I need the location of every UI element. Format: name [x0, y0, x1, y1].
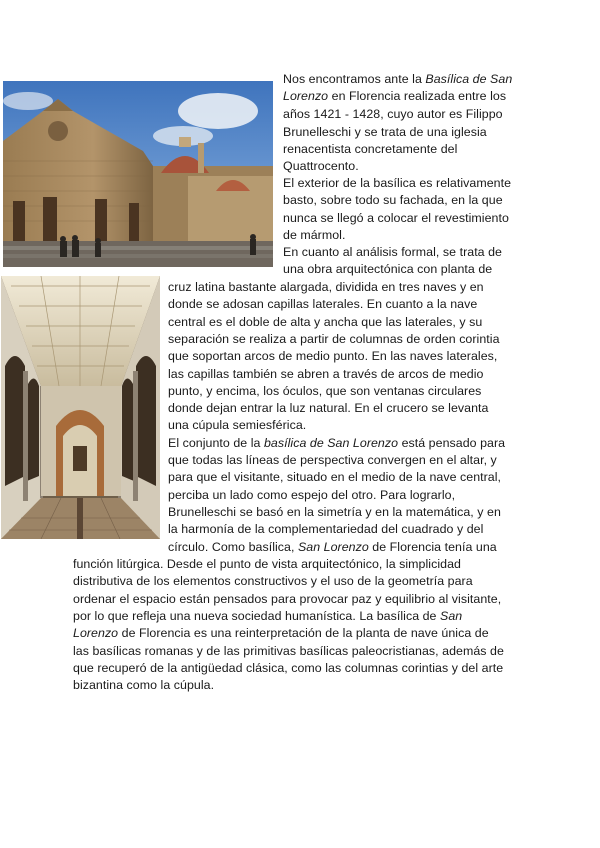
- text-run-italic: basílica de San Lorenzo: [263, 436, 399, 450]
- text-line: renacentista concretamente del: [283, 142, 458, 156]
- text-run-italic: Basílica de San: [425, 72, 513, 86]
- basilica-interior-photo: [1, 276, 160, 539]
- text-line: perciba un lado como espejo del otro. Para lograrlo,: [168, 488, 456, 502]
- text-line: cruz latina bastante alargada, dividida en tres naves y en: [168, 280, 484, 294]
- text-line: En cuanto al análisis formal, se trata de: [283, 245, 503, 259]
- basilica-interior-icon: [1, 276, 160, 539]
- text-line: [283, 88, 506, 105]
- text-line: que soportan arcos de medio punto. En las naves laterales,: [168, 349, 498, 363]
- text-line: punto, y encima, los óculos, que son ventanas circulares: [168, 384, 482, 398]
- text-run: está pensado para: [398, 436, 506, 450]
- text-line: [168, 435, 505, 452]
- text-line: Brunelleschi y se trata de una iglesia: [283, 125, 487, 139]
- text-line: ordenar el espacio están pensados para provocar paz y equilibrio al visitante,: [73, 592, 502, 606]
- text-line: las basílicas romanas y de las primitivas basílicas paleocristianas, además de: [73, 644, 504, 658]
- text-run: de Florencia es una reinterpretación de la planta de nave única de: [118, 626, 489, 640]
- text-line: bizantina como la cúpula.: [73, 678, 215, 692]
- text-line: donde dejan entrar la luz natural. En el crucero se levanta: [168, 401, 489, 415]
- text-line: Quattrocento.: [283, 159, 359, 173]
- text-run: por lo que refleja una nueva sociedad humanística. La basílica de: [73, 609, 440, 623]
- text-line: la harmonía de la complementariedad del cuadrado y del: [168, 522, 484, 536]
- text-line: Brunelleschi se basó en la simetría y en la matemática, y en: [168, 505, 501, 519]
- text-line: de mármol.: [283, 228, 346, 242]
- text-run-italic: Lorenzo: [73, 626, 119, 640]
- text-run-italic: San Lorenzo: [297, 540, 369, 554]
- text-line: basto, sobre todo su fachada, en la que: [283, 193, 503, 207]
- basilica-exterior-photo: [3, 81, 273, 267]
- text-line: donde se adosan capillas laterales. En cuanto a la nave: [168, 297, 478, 311]
- text-run: El conjunto de la: [168, 436, 264, 450]
- text-line: nunca se llegó a colocar el revestimiento: [283, 211, 509, 225]
- text-line: separación se realiza a partir de columnas de orden corintia: [168, 332, 500, 346]
- text-line: una obra arquitectónica con planta de: [283, 262, 493, 276]
- text-line: que recuperó de la antigüedad clásica, como las columnas corintias y del arte: [73, 661, 504, 675]
- text-run-italic: Lorenzo: [283, 89, 329, 103]
- text-line: una cúpula semiesférica.: [168, 418, 307, 432]
- text-line: [73, 608, 462, 625]
- text-run: en Florencia realizada entre los: [328, 89, 507, 103]
- text-line: [168, 539, 497, 556]
- text-line: El exterior de la basílica es relativamente: [283, 176, 512, 190]
- text-run: Nos encontramos ante la: [283, 72, 426, 86]
- text-run: círculo. Como basílica,: [168, 540, 298, 554]
- text-line: para que el visitante, situado en el medio de la nave central,: [168, 470, 502, 484]
- basilica-exterior-icon: [3, 81, 273, 267]
- text-run: de Florencia tenía una: [368, 540, 497, 554]
- text-line: que todas las líneas de perspectiva convergen en el altar, y: [168, 453, 497, 467]
- text-line: [283, 71, 512, 88]
- text-line: distributiva de los elementos constructivos y el uso de la geometría para: [73, 574, 473, 588]
- text-run-italic: San: [440, 609, 463, 623]
- text-line: central es el doble de alta y ancha que las laterales, y su: [168, 315, 483, 329]
- text-line: las capillas también se abren a través de arcos de medio: [168, 367, 484, 381]
- text-line: función litúrgica. Desde el punto de vista arquitectónico, la simplicidad: [73, 557, 461, 571]
- text-line: años 1421 - 1428, cuyo autor es Filippo: [283, 107, 503, 121]
- text-line: [73, 625, 489, 642]
